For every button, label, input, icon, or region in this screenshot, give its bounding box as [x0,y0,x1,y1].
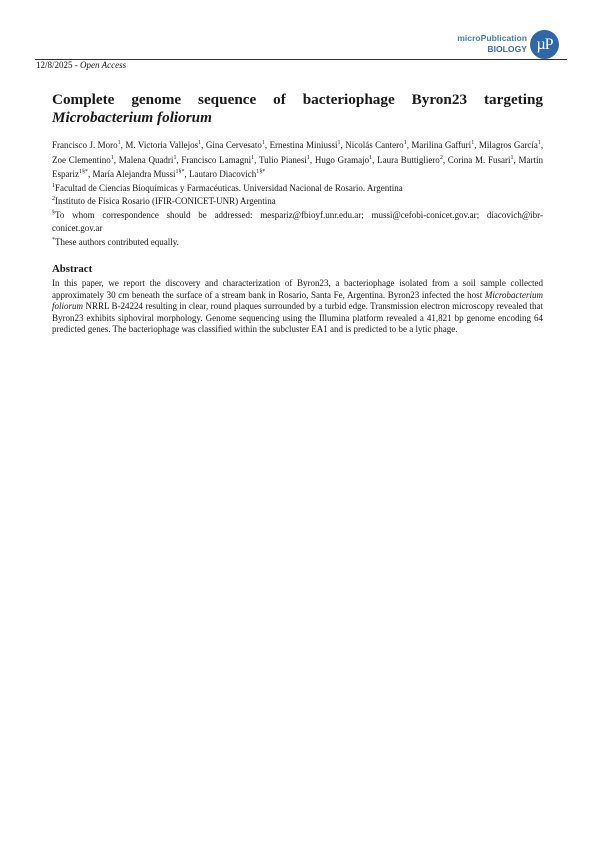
affiliation-list [52,182,543,209]
abstract-text [52,278,543,336]
author-name: Lautaro Diacovich [188,169,257,179]
author-name: M. Victoria Vallejos [125,140,199,150]
author-name: Gina Cervesato [205,140,262,150]
affiliation-text: Instituto de Física Rosario (IFIR-CONICET-UNR) Argentina [55,196,276,206]
affiliation-item [52,195,543,209]
affiliation-marker: 1 [52,182,55,189]
affiliation-item [52,182,543,196]
publication-date: 12/8/2025 [36,60,73,70]
abstract-heading: Abstract [52,263,93,275]
author-affiliation-marker: 1 [306,154,310,161]
correspondence-note [52,209,543,236]
article-body [52,91,543,336]
brand-line-2: BIOLOGY [487,44,527,54]
author-affiliation-marker: 1 [251,154,255,161]
author-affiliation-marker: 1 [198,140,202,146]
affiliation-marker: 2 [52,196,55,202]
author-name: Francisco J. Moro [52,140,118,150]
author-affiliation-marker: 1 [110,154,114,161]
author-name: Nicolás Cantero [345,140,404,150]
abstract-part-2: NRRL B-24224 resulting in clear, round plaques surrounded by a turbid edge. Transmission electron microscopy revealed that Byron23 exhibits siphoviral morphology. Genome sequencing using the Illumina platform revealed a 41,821 bp genome encoding 64 predicted genes. The bacteriophage was classified within the subcluster EA1 and is predicted to be a lytic phage. [52,301,543,335]
author-affiliation-marker: 1 [403,140,407,146]
author-affiliation-marker: 1§* [256,169,266,175]
brand-line-1: microPublication [457,33,527,43]
author-name: Francisco Lamagni [181,154,252,165]
correspondence-marker: § [52,209,55,216]
author-name: Marilina Gaffuri [411,140,472,150]
author-affiliation-marker: 1 [537,140,541,146]
article-title [52,91,543,127]
journal-logo [457,29,559,59]
author-name: Milagros García [478,140,538,150]
abstract-host-organism: Microbacterium foliorum [52,289,543,312]
title-main: Complete genome sequence of bacteriophage Byron23 targeting [52,91,543,108]
publication-date-line [36,60,126,71]
author-name: Zoe Clementino [52,154,111,165]
author-affiliation-marker: 1§* [79,169,88,175]
journal-brand-text [457,33,527,55]
author-affiliation-marker: 1 [471,140,475,146]
author-affiliation-marker: 2 [439,154,443,161]
author-affiliation-marker: 1 [369,154,373,161]
author-name: Corina M. Fusari [447,154,511,165]
equal-contribution-marker: * [52,236,55,243]
date-separator: - [72,60,81,70]
author-affiliation-marker: 1 [117,140,121,146]
title-organism: Microbacterium foliorum [52,109,212,126]
affiliation-text: Facultad de Ciencias Bioquímicas y Farmacéuticas. Universidad Nacional de Rosario. Argentina [55,182,403,193]
correspondence-text: To whom correspondence should be addressed: mespariz@fbioyf.unr.edu.ar; mussi@cefobi-conicet.gov.ar; diacovich@ibr-conicet.gov.ar [52,209,543,233]
author-name: Laura Buttigliero [377,154,440,165]
author-name: Malena Quadri [118,154,174,165]
equal-contribution-note [52,236,543,250]
author-list: Francisco J. Moro$^1$, M. Victoria Vallejos$^1$, Gina Cervesato$^1$, Ernestina Miniussi$^1$, Nicolás Cantero$^1$, Marilina Gaffuri$^1$, Milagros García$^1$, Zoe Clementino$^1$, Malena Quadri$^1$, Francisco Lamagni$^1$, Tulio Pianesi$^1$, Hugo Gramajo$^1$, Laura Buttigliero$^2$, Corina M. Fusari$^1$, Martín Espariz$^{1\S*}$, María Alejandra Mussi$^{1\S*}$, Lautaro Diacovich$^{1\S*}$ [52,140,544,179]
author-name: María Alejandra Mussi [92,169,176,179]
open-access-label: Open Access [80,60,127,70]
author-affiliation-marker: 1 [337,140,341,146]
author-affiliation-marker: 1 [173,154,177,161]
author-affiliation-marker: 1§* [175,169,185,175]
author-name: Ernestina Miniussi [269,140,338,150]
author-affiliation-marker: 1 [510,154,514,161]
author-affiliation-marker: 1 [261,140,265,146]
equal-contribution-text: These authors contributed equally. [55,236,179,247]
micro-p-logo-icon: µP [530,30,559,59]
author-name: Tulio Pianesi [258,154,307,165]
author-name: Hugo Gramajo [314,154,370,165]
abstract-part-1: In this paper, we report the discovery and characterization of Byron23, a bacteriophage isolated from a soil sample collected approximately 30 cm beneath the surface of a stream bank in Rosario, Santa Fe, Argentina. Byron23 infected the host [52,278,543,300]
author-name: Martín Espariz [52,154,543,179]
